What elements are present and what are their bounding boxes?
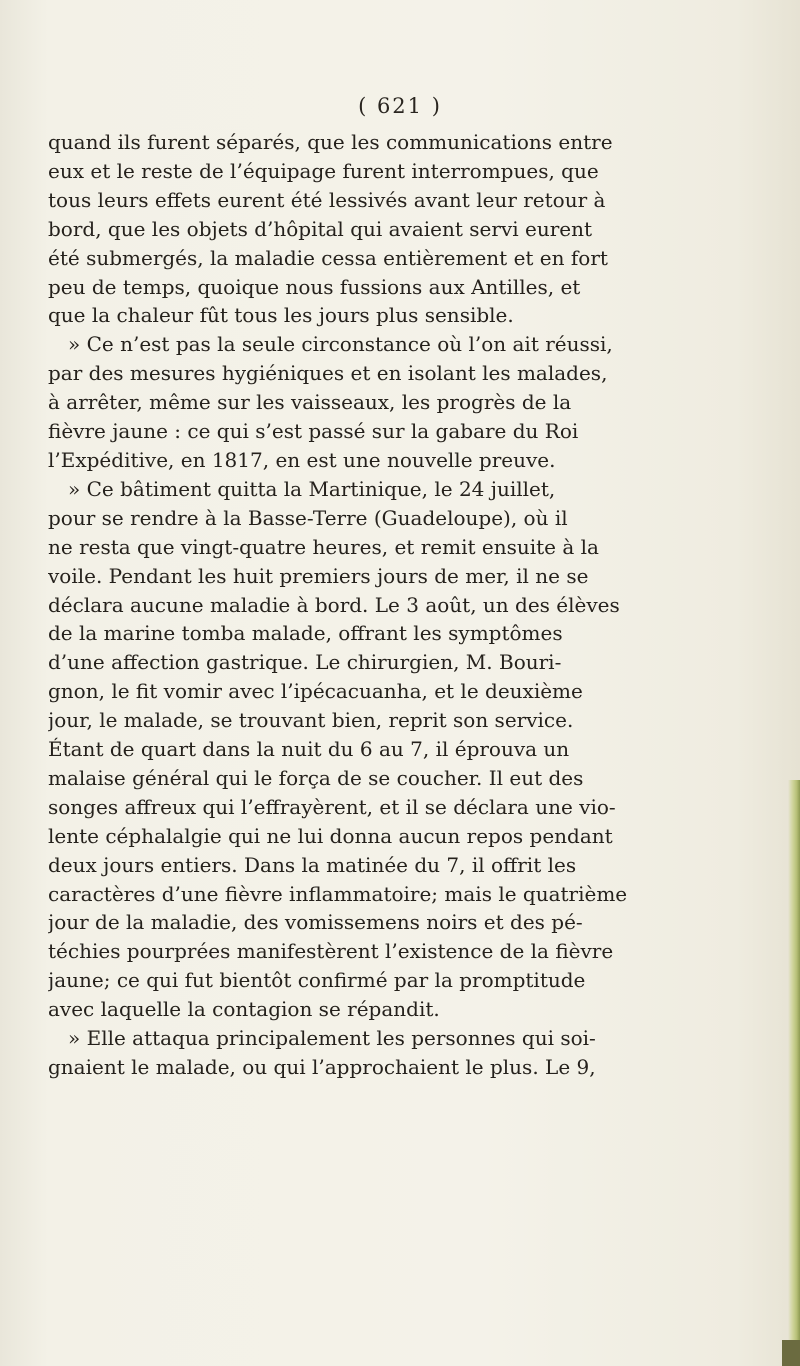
text-line: malaise général qui le força de se coucher. Il eut des (48, 765, 584, 790)
text-line: lente céphalalgie qui ne lui donna aucun repos pendant (48, 823, 613, 848)
text-line: bord, que les objets d’hôpital qui avaient servi eurent (48, 216, 593, 241)
text-line: » Ce n’est pas la seule circonstance où l’on ait réussi, (68, 332, 613, 357)
text-line: déclara aucune maladie à bord. Le 3 août, un des élèves (48, 592, 620, 617)
page-edge (788, 780, 800, 1366)
page-corner (782, 1340, 800, 1366)
text-line: » Elle attaqua principalement les personnes qui soi- (68, 1026, 596, 1051)
text-line: gnon, le fit vomir avec l’ipécacuanha, et le deuxième (48, 679, 583, 704)
text-line: voile. Pendant les huit premiers jours de mer, il ne se (48, 563, 589, 588)
text-line: fièvre jaune : ce qui s’est passé sur la gabare du Roi (48, 419, 579, 444)
text-line: à arrêter, même sur les vaisseaux, les progrès de la (48, 390, 572, 415)
text-line: d’une affection gastrique. Le chirurgien, M. Bouri- (48, 650, 562, 675)
text-line: songes affreux qui l’effrayèrent, et il se déclara une vio- (48, 794, 616, 819)
text-line: ne resta que vingt-quatre heures, et remit ensuite à la (48, 534, 599, 559)
text-line: jour, le malade, se trouvant bien, reprit son service. (48, 708, 574, 733)
text-line: deux jours entiers. Dans la matinée du 7, il offrit les (48, 852, 577, 877)
text-line: caractères d’une fièvre inflammatoire; mais le quatrième (48, 881, 628, 906)
text-line: de la marine tomba malade, offrant les symptômes (48, 621, 563, 646)
text-line: Étant de quart dans la nuit du 6 au 7, il éprouva un (48, 737, 570, 762)
text-line: l’Expéditive, en 1817, en est une nouvelle preuve. (48, 447, 556, 472)
text-line: téchies pourprées manifestèrent l’existence de la fièvre (48, 939, 614, 964)
text-line: pour se rendre à la Basse-Terre (Guadeloupe), où il (48, 505, 568, 530)
page-number: ( 621 ) (358, 94, 442, 118)
text-line: avec laquelle la contagion se répandit. (48, 997, 440, 1022)
text-line: eux et le reste de l’équipage furent interrompues, que (48, 158, 599, 183)
text-line: tous leurs effets eurent été lessivés avant leur retour à (48, 187, 606, 212)
text-line: jaune; ce qui fut bientôt confirmé par la promptitude (48, 968, 586, 993)
text-line: » Ce bâtiment quitta la Martinique, le 24 juillet, (68, 476, 556, 501)
text-line: jour de la maladie, des vomissemens noirs et des pé- (48, 910, 583, 935)
text-line: peu de temps, quoique nous fussions aux Antilles, et (48, 274, 581, 299)
body-text (48, 128, 790, 1082)
text-line: gnaient le malade, ou qui l’approchaient le plus. Le 9, (48, 1055, 596, 1079)
text-line: quand ils furent séparés, que les communications entre (48, 130, 613, 154)
text-line: par des mesures hygiéniques et en isolant les malades, (48, 361, 608, 386)
text-line: que la chaleur fût tous les jours plus sensible. (48, 303, 514, 328)
text-line: été submergés, la maladie cessa entièrement et en fort (48, 245, 608, 270)
